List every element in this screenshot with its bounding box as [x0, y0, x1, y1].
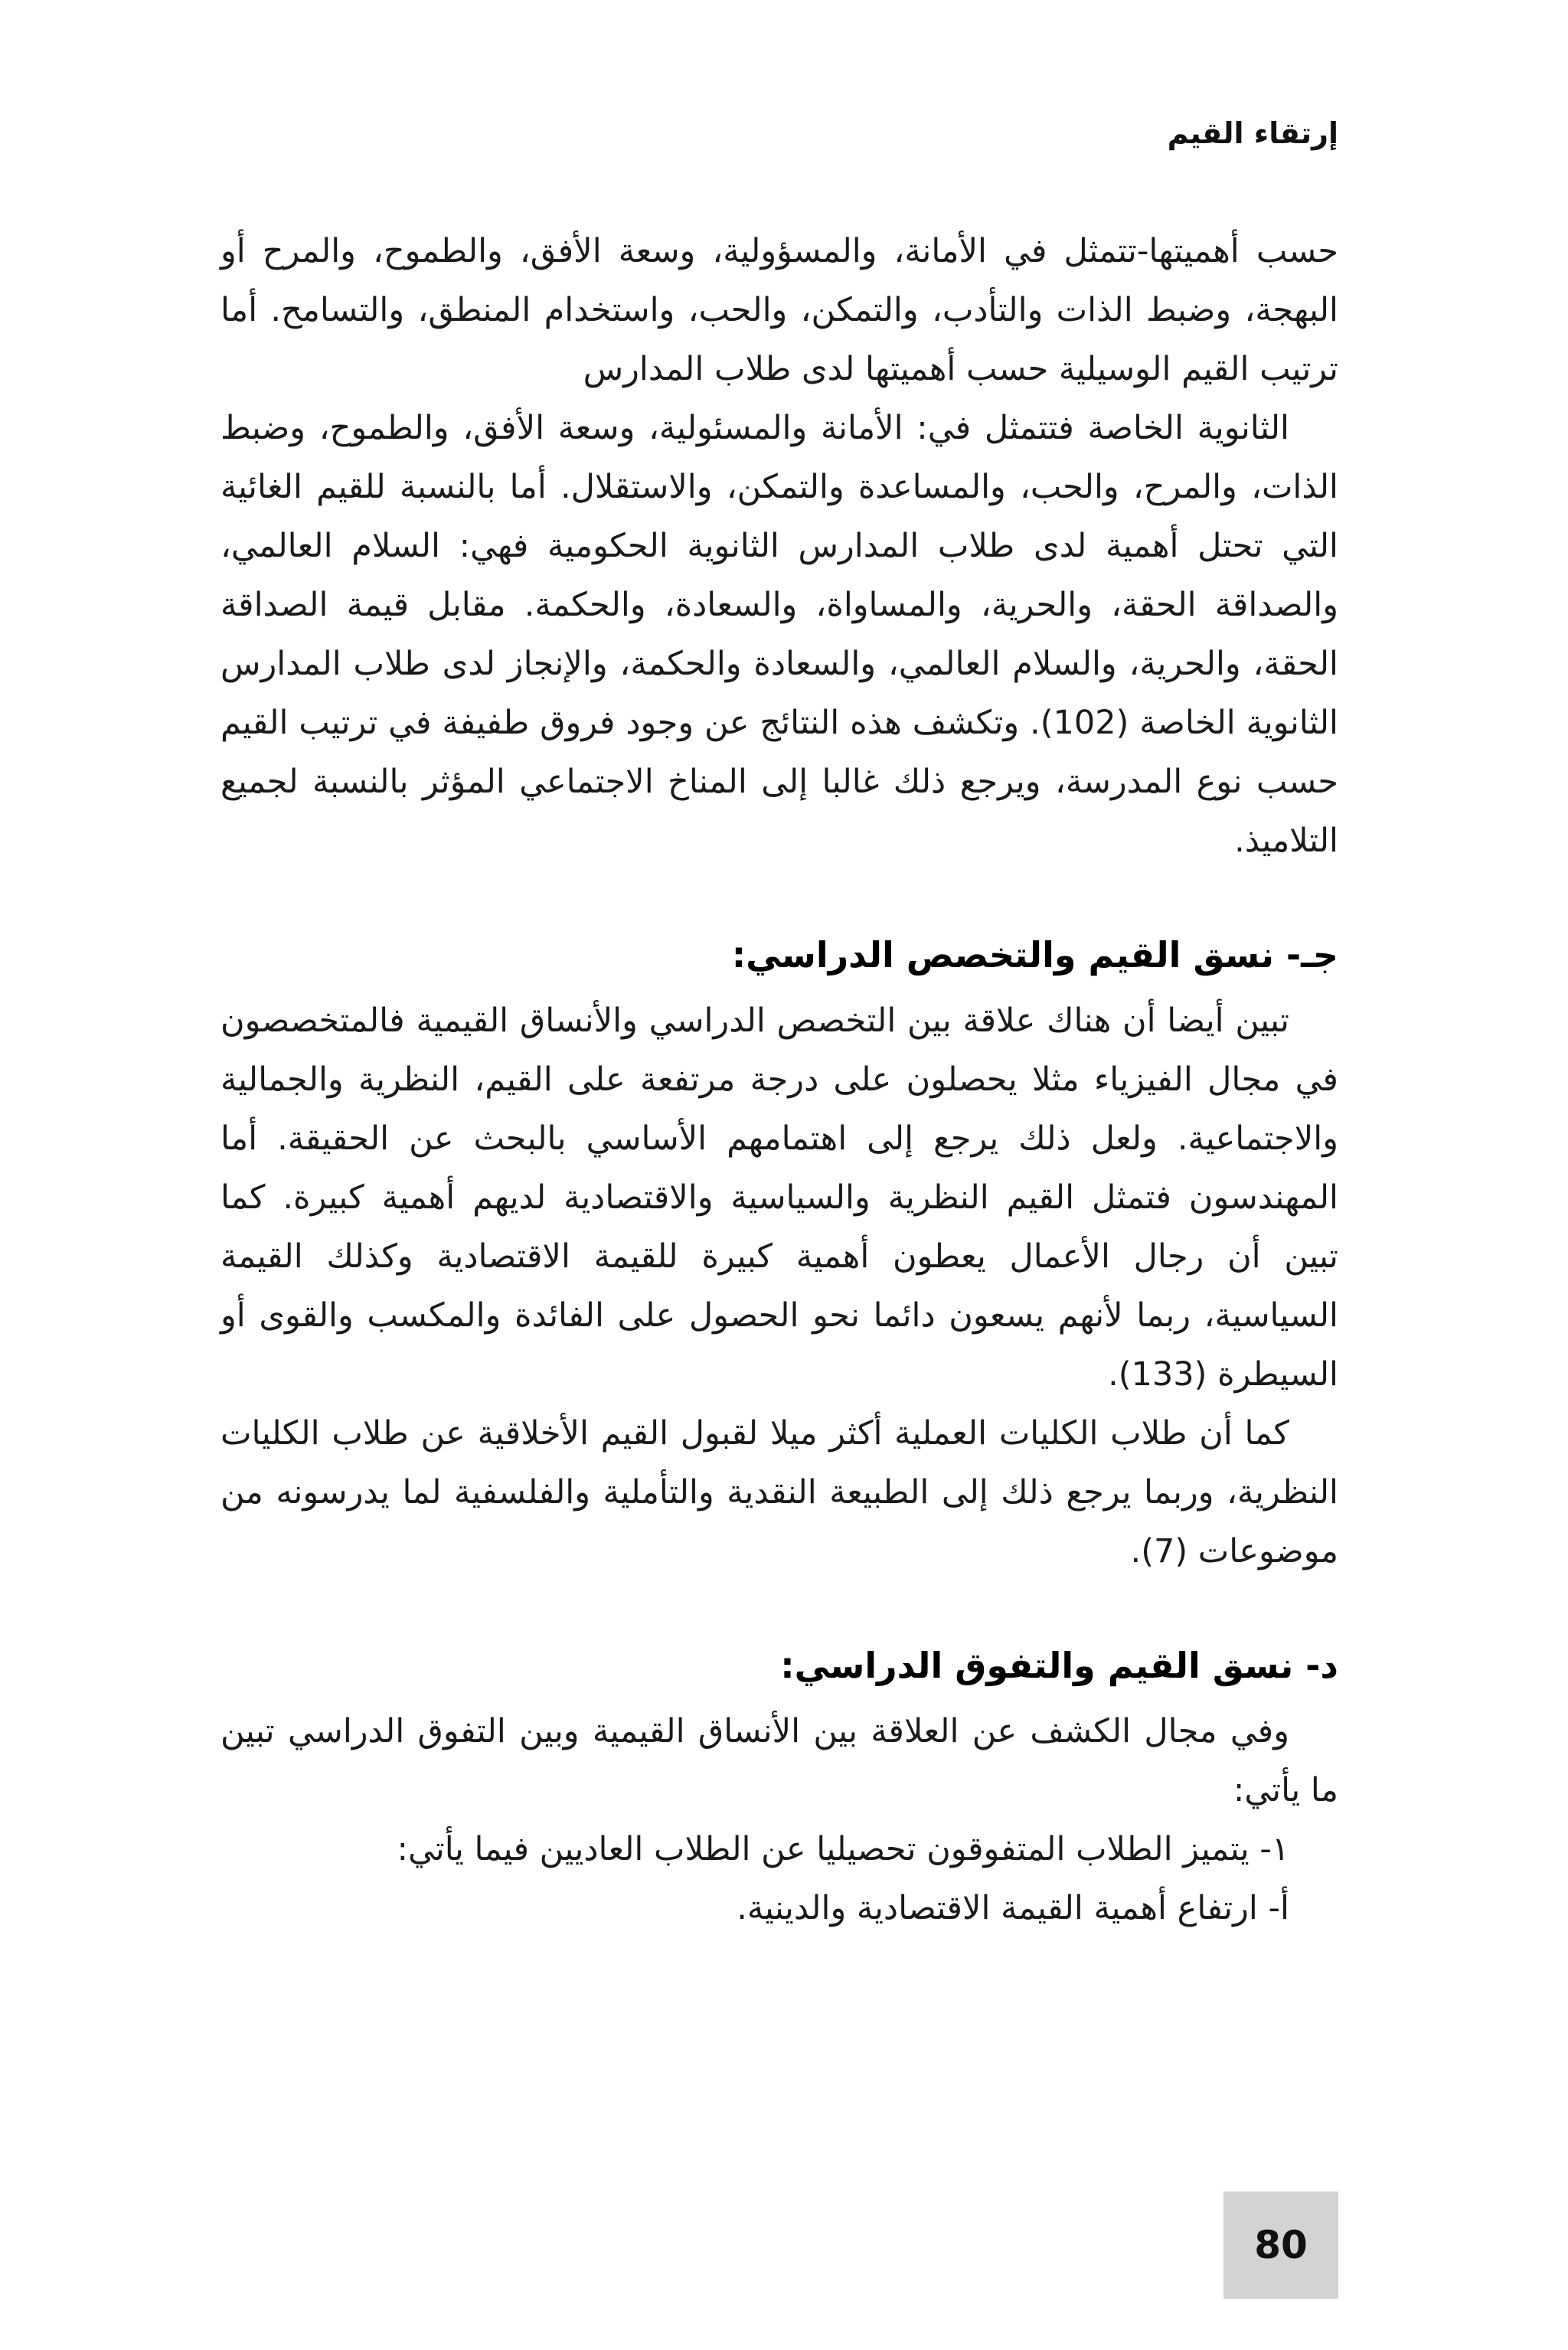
paragraph-5: وفي مجال الكشف عن العلاقة بين الأنساق القيمية وبين التفوق الدراسي تبين ما يأتي: [220, 1712, 1338, 1809]
paragraph-2: الثانوية الخاصة فتتمثل في: الأمانة والمسئولية، وسعة الأفق، والطموح، وضبط الذات، والمرح، والحب، والمساعدة والتمكن، والاستقلال. أما بالنسبة للقيم الغائية التي تحتل أهمية لدى طلاب المدارس الثانوية الحكومية فهي: السلام العالمي، والصداقة الحقة، والحرية، والمساواة، والسعادة، والحكمة. مقابل قيمة الصداقة الحقة، والحرية، والسلام العالمي، والسعادة والحكمة، والإنجاز لدى طلاب المدارس الثانوية الخاصة (102). وتكشف هذه النتائج عن وجود فروق طفيفة في ترتيب القيم حسب نوع المدرسة، ويرجع ذلك غالبا إلى المناخ الاجتماعي المؤثر بالنسبة لجميع التلاميذ. [220, 409, 1338, 860]
paragraph-1: حسب أهميتها-تتمثل في الأمانة، والمسؤولية، وسعة الأفق، والطموح، والمرح أو البهجة، وضبط الذات والتأدب، والتمكن، والحب، واستخدام المنطق، والتسامح. أما ترتيب القيم الوسيلية حسب أهميتها لدى طلاب المدارس [220, 232, 1338, 388]
paragraph-3: تبين أيضا أن هناك علاقة بين التخصص الدراسي والأنساق القيمية فالمتخصصون في مجال الفيزياء مثلا يحصلون على درجة مرتفعة على القيم، النظرية والجمالية والاجتماعية. ولعل ذلك يرجع إلى اهتمامهم الأساسي بالبحث عن الحقيقة. أما المهندسون فتمثل القيم النظرية والسياسية والاقتصادية لديهم أهمية كبيرة. كما تبين أن رجال الأعمال يعطون أهمية كبيرة للقيمة الاقتصادية وكذلك القيمة السياسية، ربما لأنهم يسعون دائما نحو الحصول على الفائدة والمكسب والقوى أو السيطرة (133). [220, 1002, 1338, 1394]
paragraph-4: كما أن طلاب الكليات العملية أكثر ميلا لقبول القيم الأخلاقية عن طلاب الكليات النظرية، وربما يرجع ذلك إلى الطبيعة النقدية والتأملية والفلسفية لما يدرسونه من موضوعات (7). [220, 1414, 1338, 1570]
page-number: 80 [1223, 2191, 1338, 2299]
section-heading-specialization: جـ- نسق القيم والتخصص الدراسي: [731, 934, 1338, 976]
running-header-title: إرتقاء القيم [1167, 116, 1338, 150]
list-item-1: ١- يتميز الطلاب المتفوقون تحصيليا عن الطلاب العاديين فيما يأتي: [397, 1830, 1289, 1868]
section-heading-excellence: د- نسق القيم والتفوق الدراسي: [780, 1645, 1338, 1686]
page-body [220, 222, 1338, 1938]
list-item-2: أ- ارتفاع أهمية القيمة الاقتصادية والدينية. [737, 1889, 1289, 1927]
